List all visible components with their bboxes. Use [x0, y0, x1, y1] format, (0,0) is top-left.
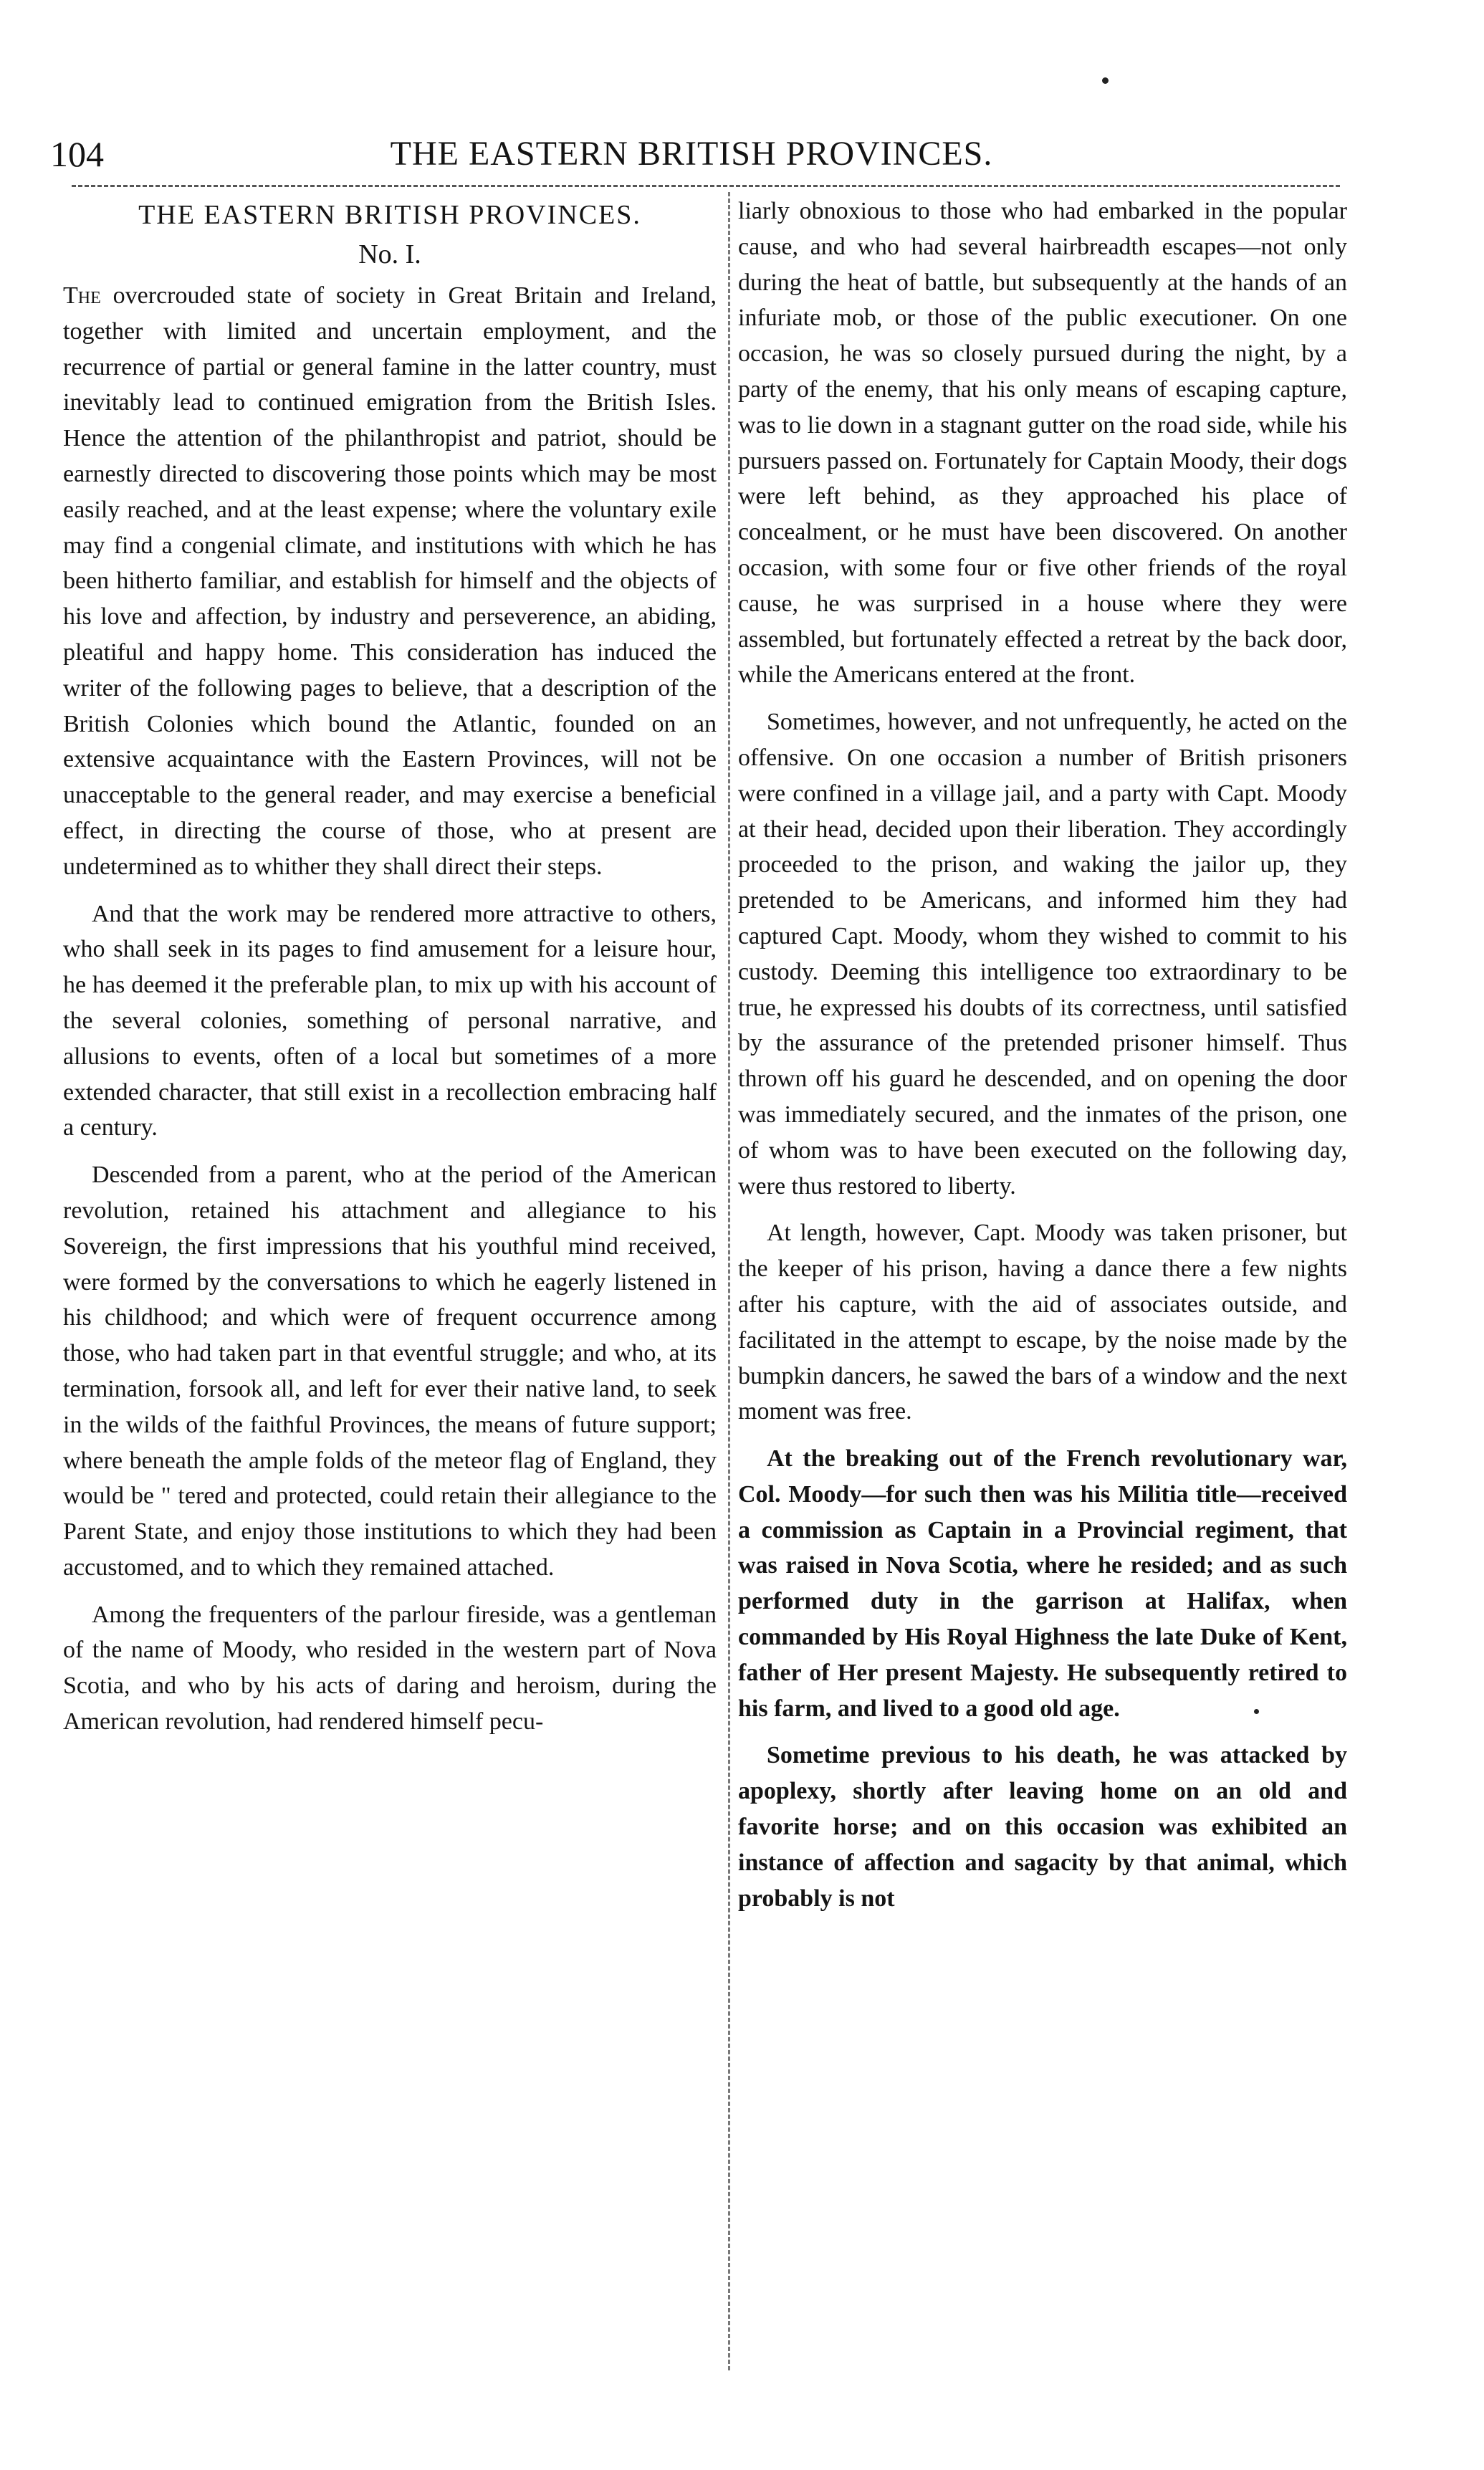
running-head: THE EASTERN BRITISH PROVINCES. — [390, 135, 993, 173]
paragraph-text: overcrouded state of society in Great Britain and Ireland, together with limited and uncertain employment, and the recurrence of partial or general famine in the latter country, must inevitably lead to continued emigration from the British Isles. Hence the attention of the philanthropist and patriot, should be earnestly directed to discovering those points which may be most easily reached, and at the least expense; where the voluntary exile may find a congenial climate, and institutions with which he has been hitherto familiar, and establish for himself and the objects of his love and affection, by industry and perseverence, an abiding, pleatiful and happy home. This consideration has induced the writer of the following pages to believe, that a description of the British Colonies which bound the Atlantic, founded on an extensive acquaintance with the Eastern Provinces, will not be unacceptable to the general reader, and may exercise a beneficial effect, in directing the course of those, who at present are undetermined as to whither they shall direct their steps. — [63, 282, 717, 880]
paragraph: At the breaking out of the French revolutionary war, Col. Moody—for such then was his Militia title—received a commission as Captain in a Provincial regiment, that was raised in Nova Scotia, where he resided; and as such performed duty in the garrison at Halifax, when commanded by His Royal Highness the late Duke of Kent, father of Her present Majesty. He subsequently retired to his farm, and lived to a good old age. — [738, 1445, 1347, 1722]
article-number: No. I. — [358, 239, 421, 269]
paragraph: At length, however, Capt. Moody was taken prisoner, but the keeper of his prison, having a dance there a few nights after his capture, with the aid of associates outside, and facilitated in the attempt to escape, by the noise made by the bumpkin dancers, he sawed the bars of a window and the next moment was free. — [738, 1220, 1347, 1425]
ink-speck — [1102, 77, 1109, 84]
lead-word: The — [63, 282, 101, 309]
right-column — [738, 193, 1347, 1928]
page-number: 104 — [50, 134, 104, 174]
paragraph: liarly obnoxious to those who had embarked in the popular cause, and who had several hairbreadth escapes—not only during the heat of battle, but subsequently at the hands of an infuriate mob, or those of the public executioner. On one occasion, he was so closely pursued during the night, by a party of the enemy, that his only means of escaping capture, was to lie down in a stagnant gutter on the road side, while his pursuers passed on. Fortunately for Captain Moody, their dogs were left behind, as they approached his place of concealment, or he must have been discovered. On another occasion, with some four or five other friends of the royal cause, he was surprised in a house where they were assembled, but fortunately effected a retreat by the back door, while the Americans entered at the front. — [738, 198, 1347, 689]
column-divider — [728, 192, 730, 2370]
paragraph: Descended from a parent, who at the period of the American revolution, retained his attachment and allegiance to his Sovereign, the first impressions that his youthful mind received, were formed by the conversations to which he eagerly listened in his childhood; and which were of frequent occurrence among those, who had taken part in that eventful struggle; and who, at its termination, forsook all, and left for ever their native land, to seek in the wilds of the faithful Provinces, the means of future support; where beneath the ample folds of the meteor flag of England, they would be " tered and protected, could retain their allegiance to the Parent State, and enjoy those institutions to which they had been accustomed, and to which they remained attached. — [63, 1162, 717, 1581]
paragraph: Among the frequenters of the parlour fireside, was a gentleman of the name of Moody, who resided in the western part of Nova Scotia, and who by his acts of daring and heroism, during the American revolution, had rendered himself pecu- — [63, 1601, 717, 1736]
article-title: THE EASTERN BRITISH PROVINCES. — [138, 200, 641, 230]
header-rule — [72, 185, 1340, 187]
paragraph — [63, 278, 717, 885]
paragraph: Sometime previous to his death, he was attacked by apoplexy, shortly after leaving home on an old and favorite horse; and on this occasion was exhibited an instance of affection and sagacity by that animal, which probably is not — [738, 1742, 1347, 1912]
left-column — [63, 193, 717, 1751]
paragraph: Sometimes, however, and not unfrequently, he acted on the offensive. On one occasion a number of British prisoners were confined in a village jail, and a party with Capt. Moody at their head, decided upon their liberation. They accordingly proceeded to the prison, and waking the jailor up, they pretended to be Americans, and informed him they had captured Capt. Moody, whom they wished to commit to his custody. Deeming this intelligence too extraordinary to be true, he expressed his doubts of its correctness, until satisfied by the assurance of the pretended prisoner himself. Thus thrown off his guard he descended, and on opening the door was immediately secured, and the inmates of the prison, one of whom was to have been executed on the following day, were thus restored to liberty. — [738, 709, 1347, 1200]
paragraph: And that the work may be rendered more attractive to others, who shall seek in its pages to find amusement for a leisure hour, he has deemed it the preferable plan, to mix up with his account of the several colonies, something of personal narrative, and allusions to events, often of a local but sometimes of a more extended character, that still exist in a recollection embracing half a century. — [63, 900, 717, 1141]
page-header — [50, 125, 1333, 183]
